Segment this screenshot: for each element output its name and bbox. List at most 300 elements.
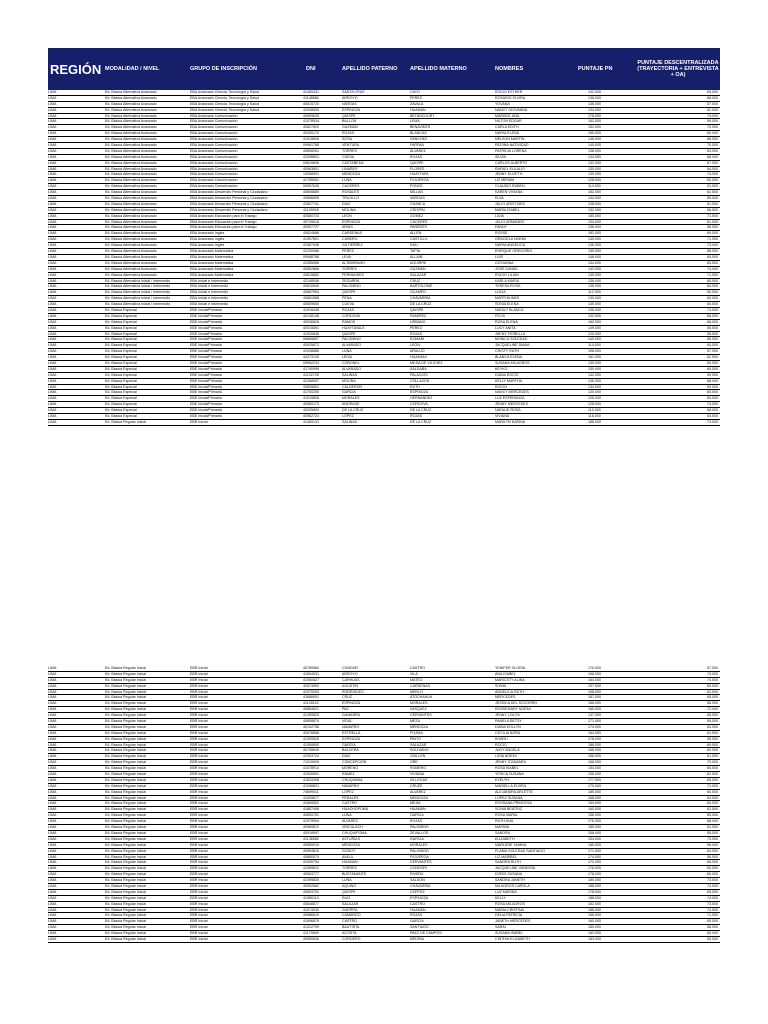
cell-puntaje-pn: 168.000 [588,671,601,676]
cell-puntaje-descentralizada: 68.000 [707,378,718,383]
cell-apellido-paterno: CORDOVA [342,313,360,318]
cell-puntaje-pn: 160.000 [588,825,601,830]
cell-puntaje-descentralizada: 74.000 [707,307,718,312]
cell-region: LIMA [48,343,57,348]
cell-puntaje-pn: 176.000 [588,819,601,824]
cell-apellido-materno: BENAVIDES [410,125,431,130]
cell-region: LIMA [48,266,57,271]
cell-apellido-paterno: DE LA CRUZ [342,408,364,413]
cell-puntaje-pn: 130.000 [588,390,601,395]
cell-apellido-materno: ZEVALLOS [410,830,429,835]
cell-grupo: EBR Inicial [190,901,208,906]
cell-region: LIMA [48,666,57,670]
cell-apellido-materno: PALOMINO [410,848,429,853]
cell-dni: 40148148 [303,313,319,318]
cell-modalidad: Ed. Básica Especial [105,325,137,330]
cell-apellido-paterno: DIAZ [342,201,351,206]
cell-apellido-materno: POZMA [410,730,423,735]
cell-nombres: MARIELLA ELVIRA [495,783,527,788]
cell-grupo: EBA Avanzado Ciencia, Tecnología y Salud [190,90,259,94]
cell-nombres: JOSE DANIEL [495,266,519,271]
cell-apellido-paterno: LEON [342,213,352,218]
cell-region: LIMA [48,707,57,712]
cell-puntaje-descentralizada: 65.000 [707,919,718,924]
cell-puntaje-pn: 128.000 [588,402,601,407]
cell-nombres: JULIO ARMANDO [495,219,525,224]
cell-grupo: EBA Avanzado Desarrollo Personal y Ciudadano [190,201,268,206]
cell-puntaje-descentralizada: 58.500 [707,331,718,336]
cell-puntaje-pn: 132.000 [588,207,601,212]
cell-puntaje-descentralizada: 60.000 [707,866,718,871]
cell-modalidad: Ed. Básica Alternativa Avanzado [105,196,157,201]
cell-puntaje-descentralizada: 62.000 [707,107,718,112]
cell-puntaje-descentralizada: 70.000 [707,760,718,765]
cell-puntaje-descentralizada: 61.000 [707,754,718,759]
cell-puntaje-pn: 138.000 [588,201,601,206]
cell-modalidad: Ed. Básica Alternativa Avanzado [105,231,157,236]
cell-apellido-paterno: GARCIA [342,742,356,747]
cell-puntaje-pn: 132.000 [588,160,601,165]
cell-dni: 40978688 [303,730,319,735]
cell-puntaje-descentralizada: 56.000 [707,854,718,859]
cell-dni: 40827820 [303,125,319,130]
cell-grupo: EBR Inicial [190,795,208,800]
cell-dni: 41785081 [303,178,319,183]
cell-grupo: EBR Inicial [190,707,208,712]
cell-apellido-materno: CRISPIN [410,207,425,212]
cell-nombres: LUZ ESPERANZA [495,396,525,401]
cell-region: LIMA [48,772,57,777]
cell-dni: 71019005 [303,760,319,765]
cell-apellido-paterno: BAUTISTA [342,925,360,930]
cell-region: LIMA [48,231,57,236]
cell-modalidad: Ed. Básica Especial [105,343,137,348]
cell-grupo: EBR Inicial [190,766,208,771]
cell-puntaje-pn: 168.000 [588,795,601,800]
cell-nombres: FELIX [495,313,505,318]
cell-apellido-paterno: LUNA [342,813,352,818]
cell-apellido-paterno: ARROYO [342,671,358,676]
cell-puntaje-descentralizada: 65.000 [707,813,718,818]
cell-puntaje-pn: 188.000 [588,742,601,747]
cell-modalidad: Ed. Básica Alternativa Avanzado [105,160,157,165]
cell-grupo: EBR Inicial [190,742,208,747]
cell-region: LIMA [48,413,57,418]
cell-nombres: JENNY ELIZETH [495,172,523,177]
cell-apellido-materno: MILLAN [410,190,423,195]
cell-nombres: ROSARIO ELVIRA [495,95,526,100]
cell-apellido-materno: SOLDAINO [410,748,429,753]
cell-apellido-paterno: ESPINOZA [342,107,361,112]
cell-puntaje-pn: 110.000 [588,408,601,413]
cell-apellido-paterno: MOLINA [342,207,356,212]
cell-puntaje-pn: 162.000 [588,231,601,236]
cell-modalidad: Ed. Básica Regular Inicial [105,724,146,729]
cell-nombres: YENIFER GLORIA [495,666,526,670]
cell-region: LIMA [48,148,57,153]
cell-puntaje-descentralizada: 60.000 [707,748,718,753]
cell-region: LIMA [48,366,57,371]
cell-puntaje-pn: 138.000 [588,148,601,153]
cell-region: LIMA [48,213,57,218]
cell-dni: 41904724 [303,754,319,759]
cell-grupo: EBE Inicial/Primaria [190,331,222,336]
cell-apellido-materno: CERVANTES [410,860,432,865]
cell-nombres: BLANCA ELENA [495,355,522,360]
cell-nombres: ROSA ISABEL [495,766,519,771]
cell-puntaje-descentralizada: 68.000 [707,408,718,413]
cell-grupo: EBA Avanzado Comunicación [190,184,238,189]
cell-region: LIMA [48,260,57,265]
cell-nombres: SILVIA [495,154,506,159]
cell-apellido-paterno: HUACHOPOMA [342,807,369,812]
cell-apellido-materno: FIGUEROA [410,178,429,183]
cell-grupo: EBA Avanzado Comunicación [190,143,238,148]
cell-grupo: EBR Inicial [190,724,208,729]
cell-puntaje-pn: 154.000 [588,219,601,224]
cell-apellido-paterno: RODRIGUEZ [342,689,364,694]
cell-puntaje-descentralizada: 65.000 [707,90,718,94]
cell-puntaje-pn: 166.000 [588,701,601,706]
cell-apellido-paterno: ZEGARRA [342,278,360,283]
cell-dni: 09957645 [303,184,319,189]
cell-puntaje-descentralizada: 73.000 [707,836,718,841]
cell-nombres: DELIA PATRICIA [495,913,523,918]
cell-puntaje-pn: 146.000 [588,137,601,142]
cell-dni: 41179609 [303,931,319,936]
cell-apellido-materno: PEREZ [410,95,422,100]
cell-puntaje-descentralizada: 65.000 [707,683,718,688]
cell-apellido-materno: ORE [410,760,418,765]
cell-nombres: LIDIA [495,213,504,218]
cell-apellido-paterno: ALVARADO [342,343,362,348]
cell-dni: 41309526 [303,736,319,741]
cell-grupo: EBE Inicial/Primaria [190,325,222,330]
cell-region: LIMA [48,889,57,894]
cell-puntaje-descentralizada: 69.000 [707,231,718,236]
cell-puntaje-descentralizada: 60.000 [707,131,718,136]
cell-puntaje-descentralizada: 73.000 [707,901,718,906]
cell-modalidad: Ed. Básica Regular Inicial [105,889,146,894]
cell-puntaje-descentralizada: 60.000 [707,789,718,794]
cell-dni: 40624886 [303,231,319,236]
cell-dni: 40749616 [303,219,319,224]
cell-region: LIMA [48,866,57,871]
cell-region: LIMA [48,90,57,94]
cell-dni: 41018805 [303,137,319,142]
cell-grupo: EBE Inicial/Primaria [190,307,222,312]
cell-grupo: EBE Inicial/Primaria [190,360,222,365]
cell-nombres: ROSSANA PRINCESA [495,801,532,806]
cell-apellido-materno: QUISPE [410,160,424,165]
cell-grupo: EBE Inicial/Primaria [190,390,222,395]
cell-puntaje-pn: 114.000 [588,343,601,348]
cell-modalidad: Ed. Básica Alternativa Avanzado [105,166,157,171]
cell-puntaje-descentralizada: 69.000 [707,384,718,389]
header-apellido-materno: APELLIDO MATERNO [410,66,467,72]
cell-nombres: MARILYN KARINA [495,419,526,424]
cell-grupo: EBA Avanzado Comunicación [190,172,238,177]
cell-puntaje-descentralizada: 68.000 [707,154,718,159]
cell-grupo: EBA Inicial e Intermedio [190,278,229,283]
cell-puntaje-descentralizada: 65.000 [707,390,718,395]
cell-dni: 41136580 [303,836,319,841]
cell-puntaje-descentralizada: 65.000 [707,713,718,718]
cell-grupo: EBA Avanzado Comunicación [190,160,238,165]
cell-puntaje-pn: 144.000 [588,196,601,201]
cell-nombres: KAREN VIVIANA [495,190,523,195]
cell-nombres: NILTON EDGAR [495,119,522,124]
cell-nombres: LUCY ANITA [495,325,516,330]
cell-apellido-materno: URBANO [410,319,426,324]
cell-dni: 40035800 [303,408,319,413]
cell-nombres: NATALY BLANCA [495,307,524,312]
cell-apellido-paterno: ROJAS [342,131,354,136]
cell-puntaje-descentralizada: 61.000 [707,825,718,830]
cell-apellido-paterno: SALINAS [342,419,358,424]
cell-nombres: ROCIO [495,384,507,389]
cell-dni: 41074030 [303,907,319,912]
cell-grupo: EBR Inicial [190,848,208,853]
cell-nombres: ROCIO LILIAN [495,272,519,277]
cell-apellido-materno: PALACIOS [410,372,428,377]
cell-puntaje-pn: 158.000 [588,830,601,835]
cell-apellido-materno: CHAVARRIA [410,296,431,301]
cell-puntaje-pn: 130.000 [588,296,601,301]
cell-apellido-materno: HUAMANI [410,355,427,360]
table-header [48,48,720,90]
cell-grupo: EBA Avanzado Comunicación [190,154,238,159]
cell-dni: 41000691 [303,772,319,777]
cell-puntaje-pn: 150.000 [588,366,601,371]
cell-apellido-materno: OCAMPO [410,290,426,295]
cell-dni: 40574952 [303,683,319,688]
cell-modalidad: Ed. Básica Regular Inicial [105,919,146,924]
cell-grupo: EBA Inicial e Intermedio [190,296,229,301]
cell-grupo: EBE Inicial/Primaria [190,319,222,324]
cell-grupo: EBE Inicial/Primaria [190,396,222,401]
cell-apellido-materno: PAREDES [410,225,427,230]
cell-grupo: EBA Avanzado Desarrollo Personal y Ciudadano [190,196,268,201]
cell-region: LIMA [48,760,57,765]
cell-apellido-materno: SALDAÑA [410,366,427,371]
cell-apellido-materno: VARGAS [410,196,425,201]
cell-apellido-paterno: RAMOS [342,319,356,324]
cell-region: LIMA [48,372,57,377]
header-region: REGIÓN [50,61,102,77]
cell-puntaje-descentralizada: 62.500 [707,190,718,195]
cell-apellido-materno: VILA [410,671,418,676]
cell-apellido-materno: FLORES [410,166,425,171]
cell-grupo: EBR Inicial [190,919,208,924]
cell-nombres: MERCEDES [495,695,516,700]
cell-region: LIMA [48,931,57,936]
cell-region: LIMA [48,783,57,788]
cell-apellido-materno: SALDON [410,878,425,883]
cell-puntaje-pn: 197.000 [588,683,601,688]
cell-modalidad: Ed. Básica Alternativa Inicial / Intermedio [105,302,171,307]
cell-modalidad: Ed. Básica Regular Inicial [105,825,146,830]
cell-apellido-materno: ROJAS [410,913,422,918]
cell-puntaje-pn: 166.000 [588,748,601,753]
cell-modalidad: Ed. Básica Alternativa Avanzado [105,107,157,112]
cell-dni: 41930846 [303,331,319,336]
cell-apellido-paterno: SANTA CRUZ [342,90,365,94]
cell-dni: 40886619 [303,913,319,918]
cell-puntaje-descentralizada: 71.000 [707,913,718,918]
cell-puntaje-descentralizada: 65.000 [707,366,718,371]
cell-modalidad: Ed. Básica Alternativa Avanzado [105,148,157,153]
cell-puntaje-pn: 138.000 [588,95,601,100]
cell-apellido-paterno: PENA [342,296,352,301]
cell-modalidad: Ed. Básica Alternativa Avanzado [105,95,157,100]
cell-puntaje-pn: 178.000 [588,872,601,877]
cell-modalidad: Ed. Básica Regular Inicial [105,807,146,812]
cell-grupo: EBR Inicial [190,931,208,936]
cell-nombres: CARLA EDITH [495,125,519,130]
cell-nombres: NELSON MARTIN [495,137,525,142]
cell-region: LIMA [48,402,57,407]
cell-modalidad: Ed. Básica Regular Inicial [105,777,146,782]
cell-puntaje-descentralizada: 60.000 [707,178,718,183]
cell-region: LIMA [48,748,57,753]
cell-dni: 41919808 [303,396,319,401]
cell-region: LIMA [48,883,57,888]
cell-apellido-materno: MORALES [410,842,428,847]
cell-apellido-materno: CERVANTES [410,713,432,718]
cell-region: LIMA [48,355,57,360]
cell-apellido-paterno: LUNA [342,878,352,883]
cell-modalidad: Ed. Básica Regular Inicial [105,866,146,871]
cell-puntaje-pn: 130.000 [588,302,601,307]
cell-nombres: PATRICIA LORENA [495,148,527,153]
cell-region: LIMA [48,378,57,383]
cell-grupo: EBR Inicial [190,748,208,753]
cell-nombres: YOVANA [495,101,510,106]
cell-modalidad: Ed. Básica Especial [105,396,137,401]
cell-puntaje-descentralizada: 50.500 [707,290,718,295]
cell-puntaje-pn: 187.000 [588,695,601,700]
cell-modalidad: Ed. Básica Regular Inicial [105,895,146,900]
cell-nombres: ENRIQUE GREGORIO [495,249,533,254]
cell-grupo: EBA Avanzado Matemática [190,272,234,277]
cell-apellido-materno: BLANCAS [410,131,427,136]
cell-apellido-materno: ROMANI [410,337,425,342]
cell-apellido-materno: VIVIANA [410,772,425,777]
cell-dni: 40889915 [303,842,319,847]
cell-apellido-materno: FIGUEROA [410,854,429,859]
cell-apellido-materno: HUAMAN [410,807,426,812]
cell-apellido-paterno: GODOY [342,848,356,853]
cell-region: LIMA [48,719,57,724]
cell-region: LIMA [48,331,57,336]
cell-puntaje-pn: 156.000 [588,772,601,777]
cell-apellido-materno: CRUZ [410,278,420,283]
cell-dni: 40802666 [303,266,319,271]
cell-apellido-paterno: VARGAS [342,101,357,106]
cell-nombres: ROSA ELENA [495,319,518,324]
cell-puntaje-pn: 177.000 [588,777,601,782]
cell-dni: 41894931 [303,671,319,676]
cell-apellido-paterno: BUSTAMANTE [342,872,367,877]
cell-nombres: MARTHA INES [495,296,520,301]
cell-apellido-materno: MERLO [410,689,423,694]
cell-apellido-materno: CORDOVA [410,402,428,407]
cell-apellido-paterno: ARIAS [342,225,353,230]
cell-apellido-materno: CONDORI [410,866,427,871]
cell-region: LIMA [48,777,57,782]
cell-puntaje-pn: 171.000 [588,848,601,853]
cell-dni: 40708640 [303,748,319,753]
cell-apellido-paterno: CHUQUIMIA [342,777,363,782]
cell-grupo: EBA Avanzado Ciencia, Tecnología y Salud [190,101,259,106]
cell-puntaje-descentralizada: 74.000 [707,677,718,682]
cell-modalidad: Ed. Básica Regular Inicial [105,713,146,718]
cell-region: LIMA [48,919,57,924]
cell-puntaje-descentralizada: 58.000 [707,925,718,930]
cell-nombres: ANA ISABEL [495,671,516,676]
cell-modalidad: Ed. Básica Alternativa Avanzado [105,272,157,277]
cell-modalidad: Ed. Básica Regular Inicial [105,931,146,936]
cell-puntaje-descentralizada: 63.000 [707,724,718,729]
cell-region: LIMA [48,337,57,342]
cell-dni: 40887964 [303,290,319,295]
cell-region: LIMA [48,895,57,900]
cell-dni: 40666895 [303,196,319,201]
cell-grupo: EBE Inicial/Primaria [190,355,222,360]
cell-dni: 41268057 [303,378,319,383]
cell-nombres: SUSANA ISABEL [495,931,524,936]
cell-modalidad: Ed. Básica Alternativa Avanzado [105,113,157,118]
cell-puntaje-descentralizada: 70.000 [707,143,718,148]
cell-apellido-paterno: ALTAMIRANO [342,260,365,265]
cell-nombres: JACQUELINE VANESSA [495,866,536,871]
cell-modalidad: Ed. Básica Alternativa Inicial / Intermedio [105,278,171,283]
cell-region: LIMA [48,296,57,301]
cell-nombres: MILAGROS CAROLA [495,883,530,888]
cell-apellido-paterno: CRUZ [342,695,352,700]
cell-puntaje-pn: 140.000 [588,337,601,342]
cell-region: LIMA [48,178,57,183]
cell-region: LIMA [48,384,57,389]
cell-dni: 41085066 [303,260,319,265]
cell-region: LIMA [48,819,57,824]
cell-puntaje-pn: 152.000 [588,190,601,195]
header-dni: DNI [306,66,316,72]
cell-dni: 40969812 [303,825,319,830]
cell-puntaje-pn: 156.000 [588,813,601,818]
cell-apellido-materno: COLLAZOS [410,378,430,383]
cell-region: LIMA [48,219,57,224]
cell-region: LIMA [48,901,57,906]
cell-apellido-materno: ROJAS [410,154,422,159]
cell-puntaje-descentralizada: 59.000 [707,196,718,201]
cell-apellido-paterno: TORRES [342,148,357,153]
cell-apellido-paterno: QUISPE [342,113,356,118]
cell-modalidad: Ed. Básica Alternativa Avanzado [105,172,157,177]
cell-nombres: JANETH MERCEDES [495,919,531,924]
cell-modalidad: Ed. Básica Alternativa Inicial / Intermedio [105,296,171,301]
cell-puntaje-descentralizada: 65.000 [707,337,718,342]
cell-apellido-materno: CHAVARRIA [410,883,431,888]
cell-modalidad: Ed. Básica Alternativa Avanzado [105,207,157,212]
cell-region: LIMA [48,813,57,818]
cell-apellido-materno: ROJAS [410,331,422,336]
cell-modalidad: Ed. Básica Alternativa Avanzado [105,254,157,259]
cell-puntaje-descentralizada: 64.000 [707,795,718,800]
cell-puntaje-descentralizada: 68.000 [707,319,718,324]
cell-nombres: EVELYN [495,777,509,782]
